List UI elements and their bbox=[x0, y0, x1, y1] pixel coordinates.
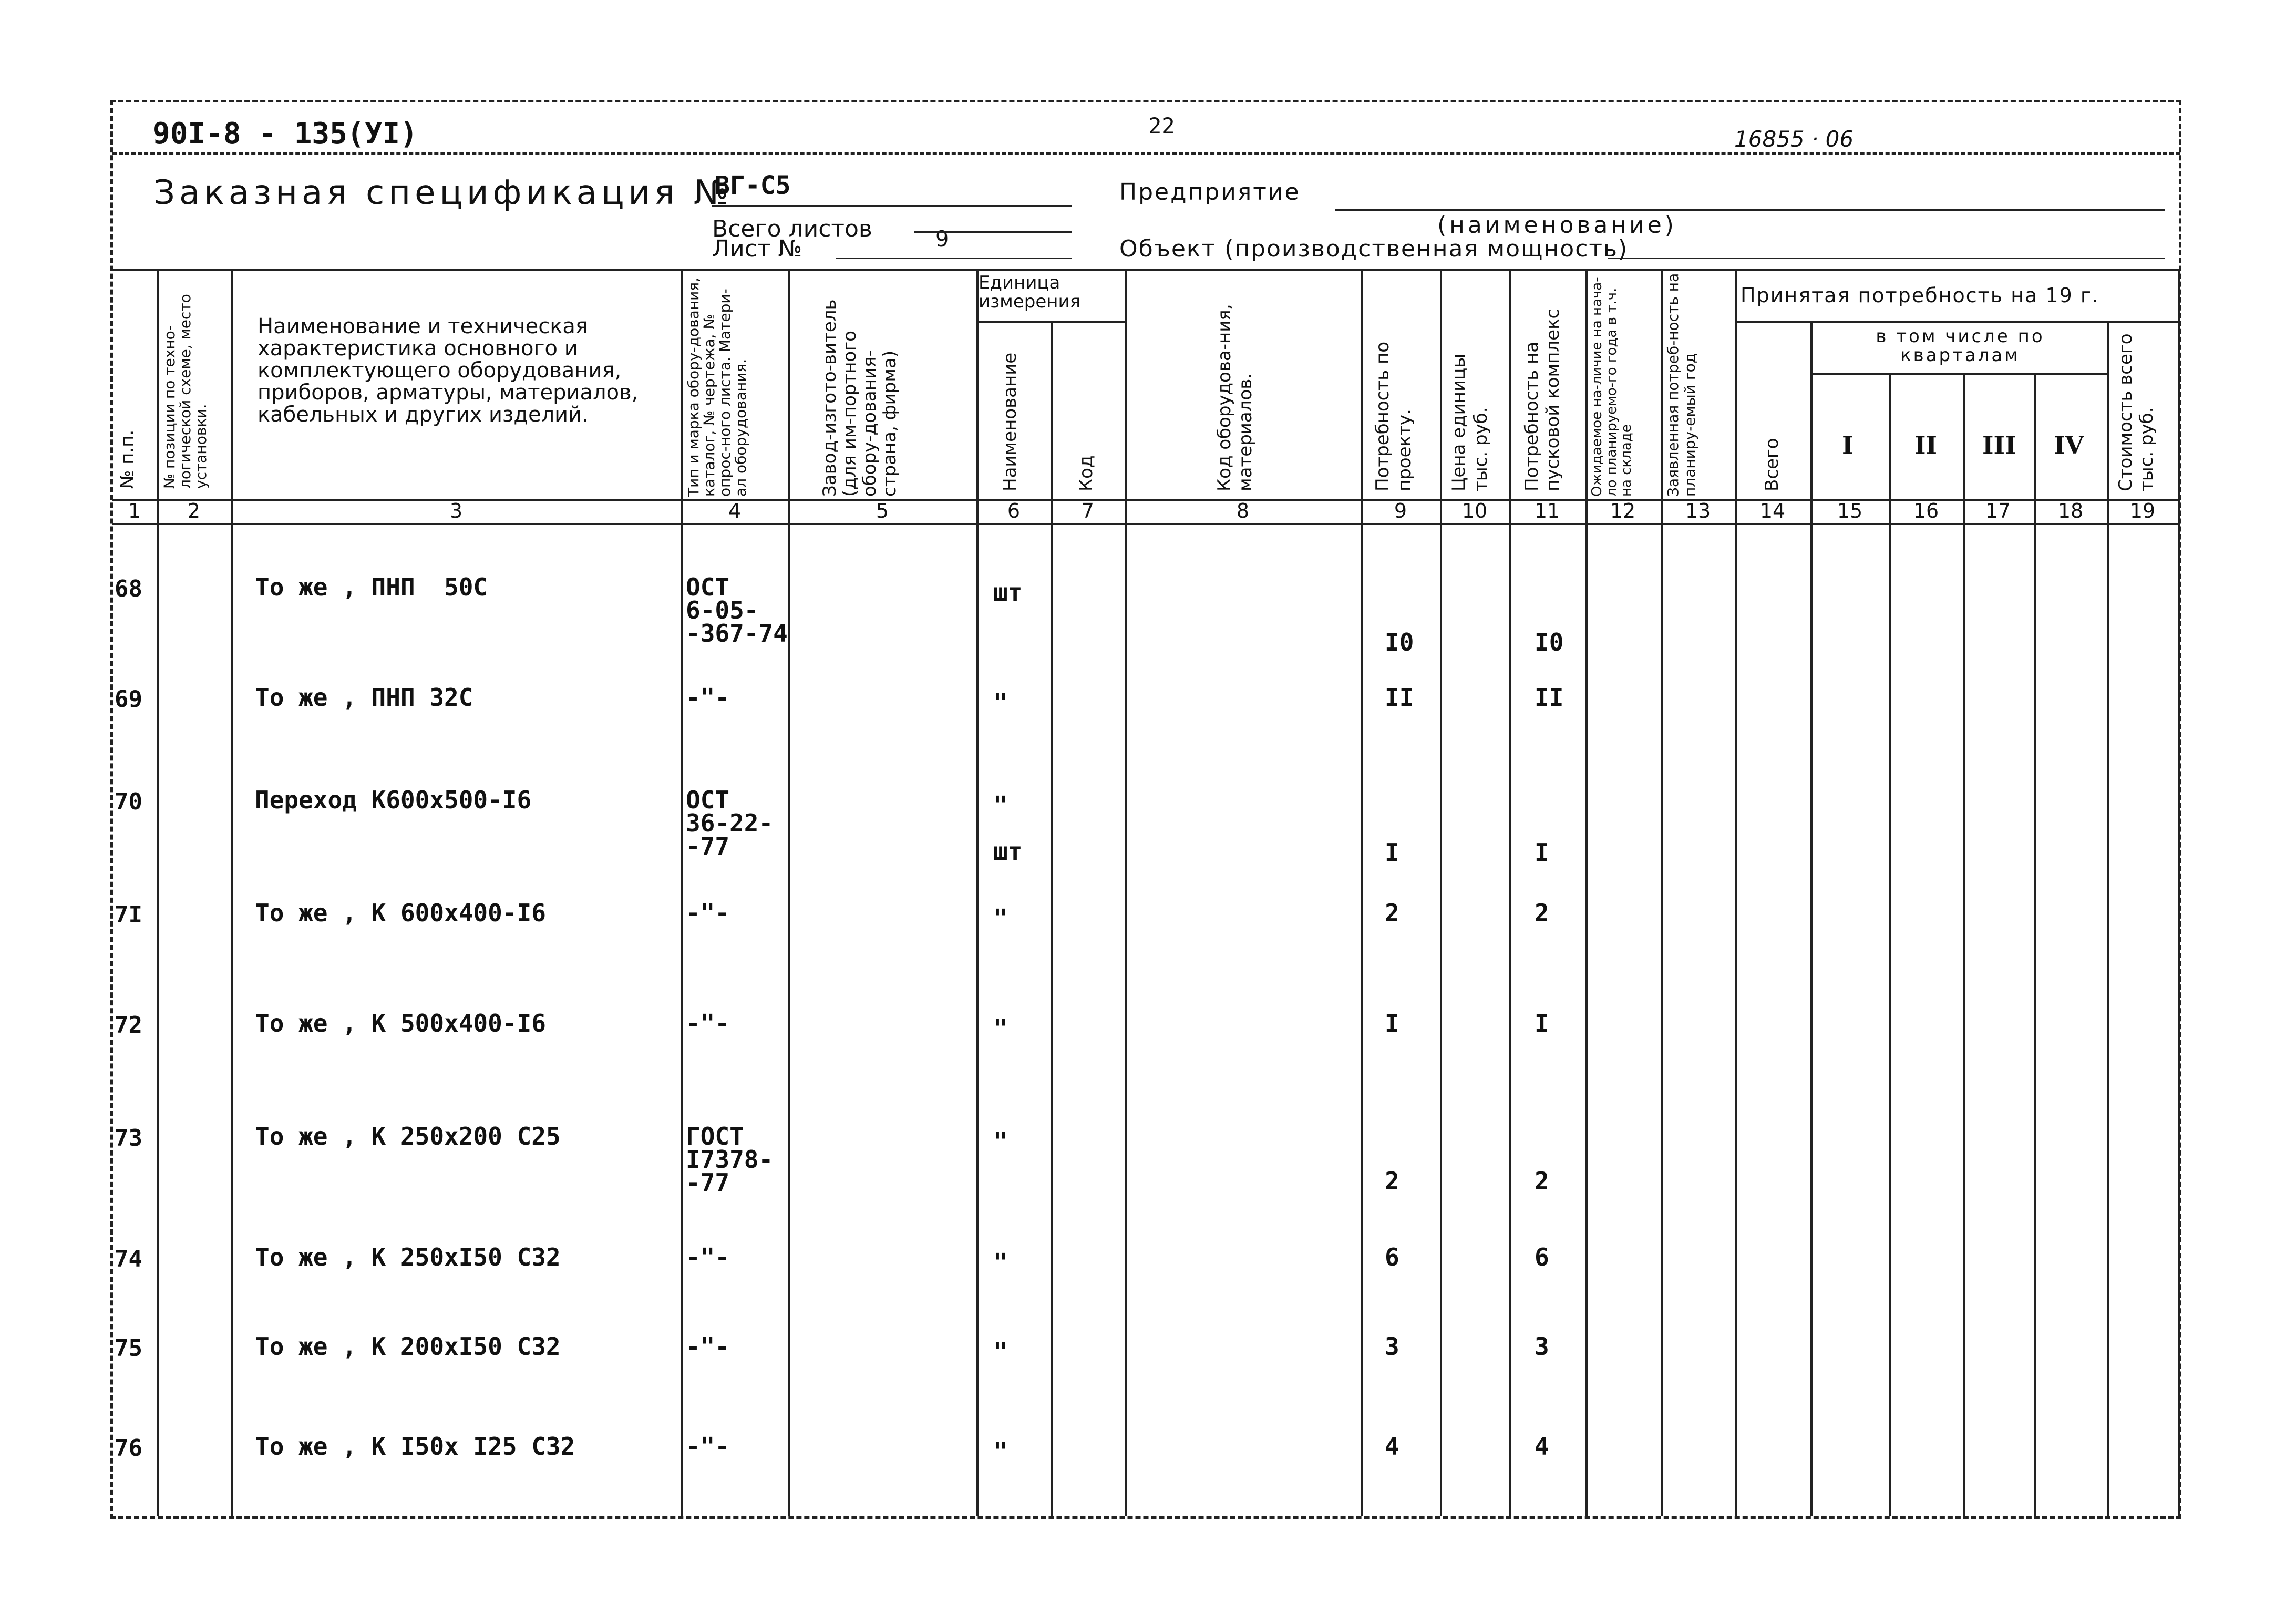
row-qty-launch: I bbox=[1535, 1009, 1549, 1037]
row-unit: " шт bbox=[993, 791, 1023, 866]
quarters-group-line bbox=[1810, 373, 2107, 375]
header-col-5: Завод-изгото-витель (для им-портного обору-дования-страна, фирма) bbox=[819, 299, 900, 497]
row-type: -"- bbox=[686, 683, 730, 712]
header-col-10: Цена единицы тыс. руб. bbox=[1448, 353, 1491, 491]
header-col-8: Код оборудова-ния, материалов. bbox=[1214, 304, 1256, 491]
sheet-no-label: Лист № bbox=[712, 235, 802, 262]
row-qty: 3 bbox=[1385, 1332, 1399, 1361]
col-sep-15 bbox=[1889, 373, 1891, 1516]
header-col-2: № позиции по техно-логической схеме, место установки. bbox=[161, 294, 210, 489]
total-sheets-label: Всего листов bbox=[712, 215, 872, 242]
row-qty: II bbox=[1385, 683, 1414, 712]
row-qty-launch: II bbox=[1535, 683, 1564, 712]
row-qty-launch: 2 bbox=[1535, 1167, 1549, 1195]
row-qty-launch: 6 bbox=[1535, 1243, 1549, 1271]
row-name: То же , К 500х400-I6 bbox=[255, 1009, 546, 1037]
column-number: 3 bbox=[449, 499, 463, 522]
enterprise-underline bbox=[1335, 209, 2165, 211]
row-name: То же , К 200хI50 С32 bbox=[255, 1332, 561, 1361]
row-unit: " bbox=[993, 904, 1008, 932]
header-q1: I bbox=[1842, 431, 1854, 459]
row-number: 73 bbox=[115, 1125, 142, 1152]
col-sep-11 bbox=[1585, 269, 1588, 1516]
column-number: 18 bbox=[2057, 499, 2084, 522]
row-unit: " bbox=[993, 1437, 1008, 1466]
row-qty: I bbox=[1385, 1009, 1399, 1037]
row-name: То же , К I50х I25 С32 bbox=[255, 1432, 575, 1461]
header-col-6: Наименование bbox=[1000, 352, 1021, 491]
row-qty-launch: I0 bbox=[1535, 628, 1564, 656]
row-number: 70 bbox=[115, 788, 142, 815]
header-col-9: Потребность по проекту. bbox=[1372, 341, 1415, 491]
row-qty: I0 bbox=[1385, 628, 1414, 656]
col-sep-17 bbox=[2034, 373, 2036, 1516]
colnum-top-line bbox=[112, 499, 2180, 501]
header-col-14: Всего bbox=[1762, 438, 1783, 491]
header-col-7: Код bbox=[1076, 455, 1097, 491]
row-qty-launch: 2 bbox=[1535, 899, 1549, 927]
row-qty-launch: 4 bbox=[1535, 1432, 1549, 1461]
row-type: -"- bbox=[686, 1243, 730, 1271]
object-underline bbox=[1608, 258, 2165, 259]
doc-code: 90I-8 - 135 bbox=[152, 117, 347, 151]
header-col-13: Заявленная потреб-ность на планиру-емый год bbox=[1664, 273, 1698, 497]
row-type: ОСТ 6-05- -367-74 bbox=[686, 573, 788, 647]
col-sep-3 bbox=[681, 269, 683, 1516]
col-sep-2 bbox=[231, 269, 233, 1516]
row-qty: 2 bbox=[1385, 899, 1399, 927]
header-col-4: Тип и марка обору-дования, каталог, № чертежа, № опрос-ного листа. Матери-ал оборудования. bbox=[685, 277, 749, 497]
colnum-bottom-line bbox=[112, 523, 2180, 525]
row-unit: " bbox=[993, 1127, 1008, 1156]
row-number: 69 bbox=[115, 686, 142, 713]
column-number: 5 bbox=[876, 499, 889, 522]
row-name: То же , ПНП 32С bbox=[255, 683, 473, 712]
column-number: 16 bbox=[1913, 499, 1939, 522]
col-sep-10 bbox=[1509, 269, 1511, 1516]
header-unit-group: Единица измерения bbox=[979, 272, 1081, 312]
column-number: 17 bbox=[1985, 499, 2011, 522]
col-sep-5 bbox=[976, 269, 979, 1516]
column-number: 7 bbox=[1081, 499, 1095, 522]
column-number: 13 bbox=[1685, 499, 1711, 522]
column-number: 8 bbox=[1236, 499, 1250, 522]
doc-part: (УI) bbox=[347, 117, 418, 151]
accepted-group-line bbox=[1735, 321, 2178, 323]
row-unit: шт bbox=[993, 578, 1023, 606]
header-col-3: Наименование и техническая характеристика основного и комплектующего оборудования, приборов, арматуры, материалов, кабельных и других изделий. bbox=[258, 314, 639, 427]
column-number: 6 bbox=[1007, 499, 1021, 522]
row-unit: " bbox=[993, 1338, 1008, 1366]
column-number: 12 bbox=[1610, 499, 1636, 522]
row-number: 76 bbox=[115, 1435, 142, 1462]
col-sep-12 bbox=[1661, 269, 1663, 1516]
row-name: То же , К 250х200 С25 bbox=[255, 1122, 561, 1150]
col-sep-9 bbox=[1440, 269, 1442, 1516]
unit-group-line bbox=[976, 321, 1125, 323]
row-qty: 6 bbox=[1385, 1243, 1399, 1271]
row-number: 68 bbox=[115, 575, 142, 602]
row-unit: " bbox=[993, 688, 1008, 717]
row-qty: 2 bbox=[1385, 1167, 1399, 1195]
row-unit: " bbox=[993, 1014, 1008, 1043]
header-q3: III bbox=[1982, 431, 2016, 459]
header-q4: IV bbox=[2054, 431, 2084, 459]
row-name: То же , К 250хI50 С32 bbox=[255, 1243, 561, 1271]
column-number: 14 bbox=[1759, 499, 1786, 522]
row-type: ГОСТ I7378- -77 bbox=[686, 1122, 774, 1197]
object-label: Объект (производственная мощность) bbox=[1119, 235, 1629, 262]
total-sheets-value: 9 bbox=[935, 226, 949, 252]
row-type: -"- bbox=[686, 899, 730, 927]
header-quarters-group: в том числе по кварталам bbox=[1876, 326, 2045, 366]
row-number: 74 bbox=[115, 1246, 142, 1272]
spec-number-underline bbox=[712, 205, 1072, 207]
column-number: 2 bbox=[187, 499, 201, 522]
column-number: 15 bbox=[1837, 499, 1863, 522]
col-sep-4 bbox=[788, 269, 790, 1516]
row-number: 7I bbox=[115, 901, 142, 928]
archive-number: 16855 · 06 bbox=[1734, 126, 1854, 152]
header-q2: II bbox=[1914, 431, 1938, 459]
row-qty: 4 bbox=[1385, 1432, 1399, 1461]
row-name: То же , ПНП 50С bbox=[255, 573, 488, 601]
row-qty-launch: 3 bbox=[1535, 1332, 1549, 1361]
page-number: 22 bbox=[1148, 113, 1175, 139]
column-number: 1 bbox=[128, 499, 141, 522]
col-sep-13 bbox=[1735, 269, 1737, 1516]
row-type: -"- bbox=[686, 1432, 730, 1461]
col-sep-7 bbox=[1125, 269, 1127, 1516]
row-qty-launch: I bbox=[1535, 838, 1549, 867]
spec-title: Заказная спецификация № bbox=[153, 173, 733, 212]
table-top-border bbox=[112, 269, 2180, 271]
total-sheets-underline bbox=[914, 231, 1072, 233]
header-col-19: Стоимость всего тыс. руб. bbox=[2115, 333, 2157, 491]
row-type: -"- bbox=[686, 1332, 730, 1361]
row-unit: " bbox=[993, 1248, 1008, 1277]
naming-note: (наименование) bbox=[1437, 212, 1677, 239]
row-qty: I bbox=[1385, 838, 1399, 867]
col-sep-19 bbox=[2178, 269, 2180, 1516]
header-divider bbox=[112, 152, 2180, 155]
column-number: 4 bbox=[728, 499, 742, 522]
enterprise-label: Предприятие bbox=[1119, 179, 1301, 205]
col-sep-8 bbox=[1361, 269, 1363, 1516]
row-name: Переход К600х500-I6 bbox=[255, 786, 532, 814]
column-number: 10 bbox=[1461, 499, 1488, 522]
row-name: То же , К 600х400-I6 bbox=[255, 899, 546, 927]
header-col-1: № п.п. bbox=[117, 429, 138, 489]
column-number: 9 bbox=[1394, 499, 1407, 522]
row-number: 75 bbox=[115, 1335, 142, 1362]
header-accepted: Принятая потребность на 19 г. bbox=[1741, 284, 2099, 307]
col-sep-1 bbox=[157, 269, 159, 1516]
row-number: 72 bbox=[115, 1012, 142, 1039]
header-col-11: Потребность на пусковой комплекс bbox=[1521, 309, 1563, 491]
header-col-12: Ожидаемое на-личие на нача-ло планируемо-го года в т.ч. на складе bbox=[1589, 277, 1634, 497]
col-sep-16 bbox=[1963, 373, 1965, 1516]
column-number: 11 bbox=[1534, 499, 1560, 522]
column-number: 19 bbox=[2129, 499, 2156, 522]
row-type: -"- bbox=[686, 1009, 730, 1037]
spec-number: ВГ-С5 bbox=[715, 171, 791, 200]
row-type: ОСТ 36-22- -77 bbox=[686, 786, 774, 860]
sheet-no-underline bbox=[836, 258, 1072, 259]
